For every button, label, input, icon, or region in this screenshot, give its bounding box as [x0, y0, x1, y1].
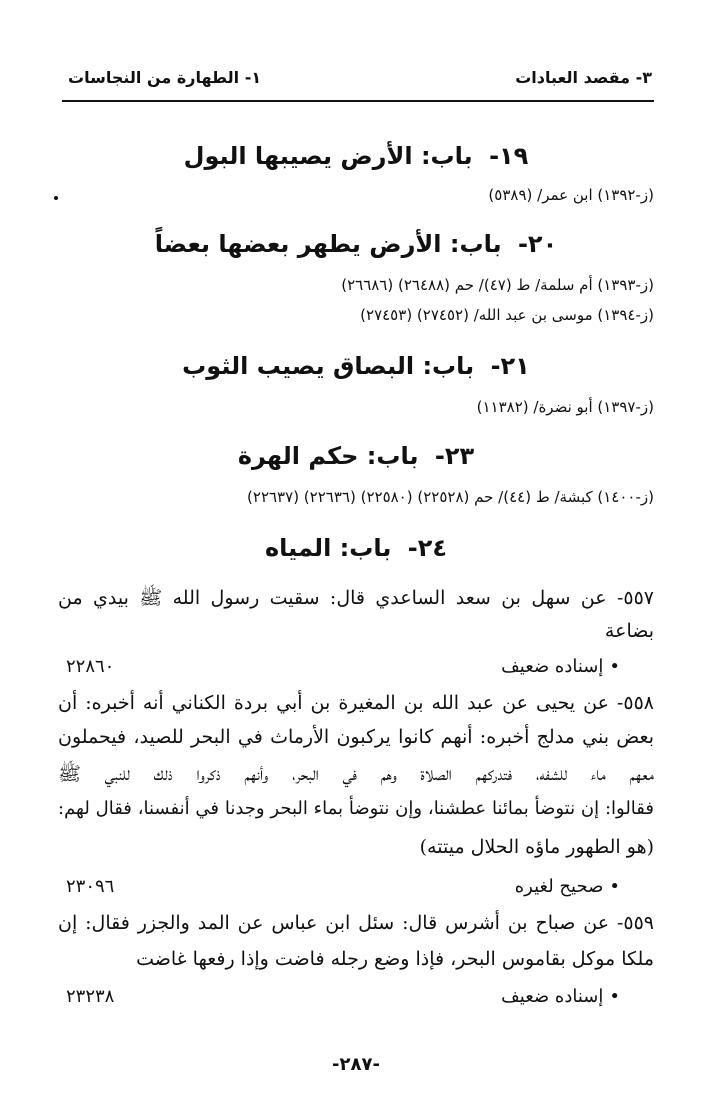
running-header-right: ٣- مقصد العبادات — [515, 68, 652, 87]
hadith-grade — [515, 876, 620, 897]
hadith-text-line: بضاعة — [604, 620, 654, 642]
hadith-grade — [501, 656, 620, 677]
grade-text: إسناده ضعيف — [501, 656, 604, 677]
hadith-number: ٢٣٢٣٨ — [66, 986, 115, 1007]
chapter-heading-24 — [60, 534, 652, 562]
header-divider — [62, 100, 654, 102]
chapter-number: ٢٠- — [517, 230, 558, 258]
hadith-text-line: ٥٥٧- عن سهل بن سعد الساعدي قال: سقيت رسول الله ﷺ بيدي من — [58, 587, 654, 609]
chapter-title: باب: الأرض يصيبها البول — [183, 142, 473, 170]
reference-line: (ز-١٣٩٤) موسى بن عبد الله/ (٢٧٤٥٢) (٢٧٤٥٣) — [360, 306, 654, 324]
chapter-title: باب: الأرض يطهر بعضها بعضاً — [154, 230, 502, 258]
hadith-text-line: معهم ماء للشفه، فتدركهم الصلاة وهم في البحر، وأنهم ذكروا ذلك للنبي ﷺ — [58, 763, 654, 785]
reference-line: (ز-١٣٩٣) أم سلمة/ ط (٤٧)/ حم (٢٦٤٨٨) (٢٦٦٨٦) — [341, 276, 654, 294]
hadith-text-line: بعض بني مدلج أخبره: أنهم كانوا يركبون الأرماث في البحر للصيد، فيحملون — [58, 726, 654, 748]
chapter-heading-23 — [60, 442, 652, 470]
chapter-heading-20 — [60, 230, 652, 258]
chapter-title: باب: البصاق يصيب الثوب — [182, 352, 475, 380]
chapter-number: ٢١- — [490, 352, 530, 380]
hadith-text-line: (هو الطهور ماؤه الحلال ميتته) — [419, 836, 654, 858]
chapter-number: ٢٣- — [434, 442, 475, 470]
hadith-text-line: فقالوا: إن نتوضأ بمائنا عطشنا، وإن نتوضأ بماء البحر وجدنا في أنفسنا، فقال لهم: — [58, 798, 654, 819]
chapter-title: باب: المياه — [264, 534, 392, 562]
chapter-heading-21 — [60, 352, 652, 380]
reference-line: (ز-١٣٩٢) ابن عمر/ (٥٣٨٩) — [488, 186, 654, 204]
bullet: • — [609, 986, 620, 1007]
reference-line: (ز-١٣٩٧) أبو نضرة/ (١١٣٨٢) — [476, 398, 654, 416]
hadith-text-line: ملكا موكل بقاموس البحر، فإذا وضع رجله فاضت وإذا رفعها غاضت — [136, 948, 654, 970]
chapter-number: ٢٤- — [407, 534, 448, 562]
chapter-heading-19 — [60, 142, 652, 170]
grade-text: إسناده ضعيف — [501, 986, 604, 1007]
hadith-grade — [501, 986, 620, 1007]
page-number: -٢٨٧- — [332, 1054, 380, 1075]
reference-line: (ز-١٤٠٠) كبشة/ ط (٤٤)/ حم (٢٢٥٢٨) (٢٢٥٨٠) (٢٢٦٣٦) (٢٢٦٣٧) — [247, 488, 654, 506]
grade-text: صحيح لغيره — [514, 876, 604, 897]
running-header-left: ١- الطهارة من النجاسات — [68, 68, 262, 87]
chapter-title: باب: حكم الهرة — [237, 442, 419, 470]
hadith-text-line: ٥٥٨- عن يحيى عن عبد الله بن المغيرة بن أبي بردة الكناني أنه أخبره: أن — [58, 692, 654, 714]
hadith-text-line: ٥٥٩- عن صباح بن أشرس قال: سئل ابن عباس عن المد والجزر فقال: إن — [58, 912, 654, 934]
bullet: • — [609, 656, 620, 677]
chapter-number: ١٩- — [489, 142, 529, 170]
bullet: • — [609, 876, 620, 897]
hadith-number: ٢٣٠٩٦ — [66, 876, 115, 897]
hadith-number: ٢٢٨٦٠ — [66, 656, 115, 677]
